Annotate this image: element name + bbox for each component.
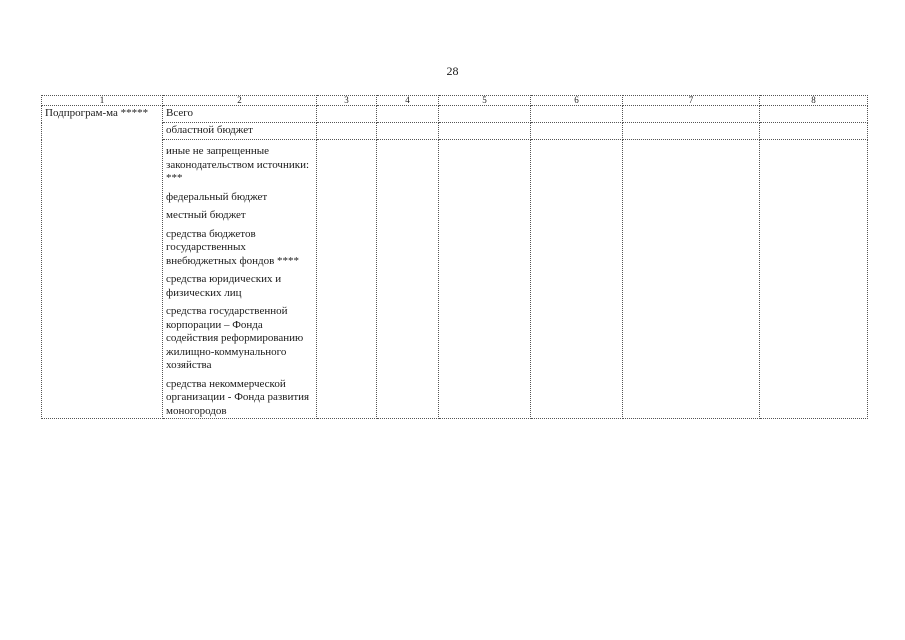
table-cell xyxy=(439,106,531,123)
column-number-4: 4 xyxy=(377,96,439,106)
table-row-regional-budget xyxy=(42,123,868,140)
source-federal-budget: федеральный бюджет xyxy=(166,190,268,203)
other-sources-cell xyxy=(163,140,317,419)
column-number-5: 5 xyxy=(439,96,531,106)
table-cell xyxy=(531,123,623,140)
table-cell xyxy=(623,140,760,419)
table-cell xyxy=(377,140,439,419)
column-number-6: 6 xyxy=(531,96,623,106)
table-cell xyxy=(317,106,377,123)
table-cell xyxy=(623,106,760,123)
table-cell xyxy=(531,106,623,123)
page-number: 28 xyxy=(446,64,459,78)
table-cell xyxy=(439,123,531,140)
source-housing-fund: средства государственной корпорации – Фонда содействия реформированию жилищно-коммунального хозяйства xyxy=(166,305,304,371)
table-row-total xyxy=(42,106,868,123)
table-cell xyxy=(317,123,377,140)
table-cell xyxy=(439,140,531,419)
source-extrabudgetary-funds: средства бюджетов государственных внебюджетных фондов **** xyxy=(166,227,300,267)
column-number-row xyxy=(42,96,868,106)
subprogram-label: Подпрограм-ма ***** xyxy=(42,106,163,419)
table-cell xyxy=(317,140,377,419)
source-local-budget: местный бюджет xyxy=(166,209,246,221)
table-cell xyxy=(377,123,439,140)
column-number-7: 7 xyxy=(623,96,760,106)
row-label-total: Всего xyxy=(163,106,317,123)
column-number-1: 1 xyxy=(42,96,163,106)
column-number-2: 2 xyxy=(163,96,317,106)
budget-table xyxy=(41,95,868,419)
table-cell xyxy=(623,123,760,140)
column-number-8: 8 xyxy=(760,96,868,106)
source-legal-and-individuals: средства юридических и физических лиц xyxy=(166,273,282,299)
table-cell xyxy=(531,140,623,419)
source-other-sources: иные не запрещенные законодательством источники: *** xyxy=(166,145,310,184)
table-cell xyxy=(760,140,868,419)
column-number-3: 3 xyxy=(317,96,377,106)
table-row-other-sources xyxy=(42,140,868,419)
table-cell xyxy=(760,123,868,140)
row-label-regional-budget: областной бюджет xyxy=(163,123,317,140)
table-cell xyxy=(760,106,868,123)
table-cell xyxy=(377,106,439,123)
source-monotowns-fund: средства некоммерческой организации - Фонда развития моногородов xyxy=(166,377,310,417)
